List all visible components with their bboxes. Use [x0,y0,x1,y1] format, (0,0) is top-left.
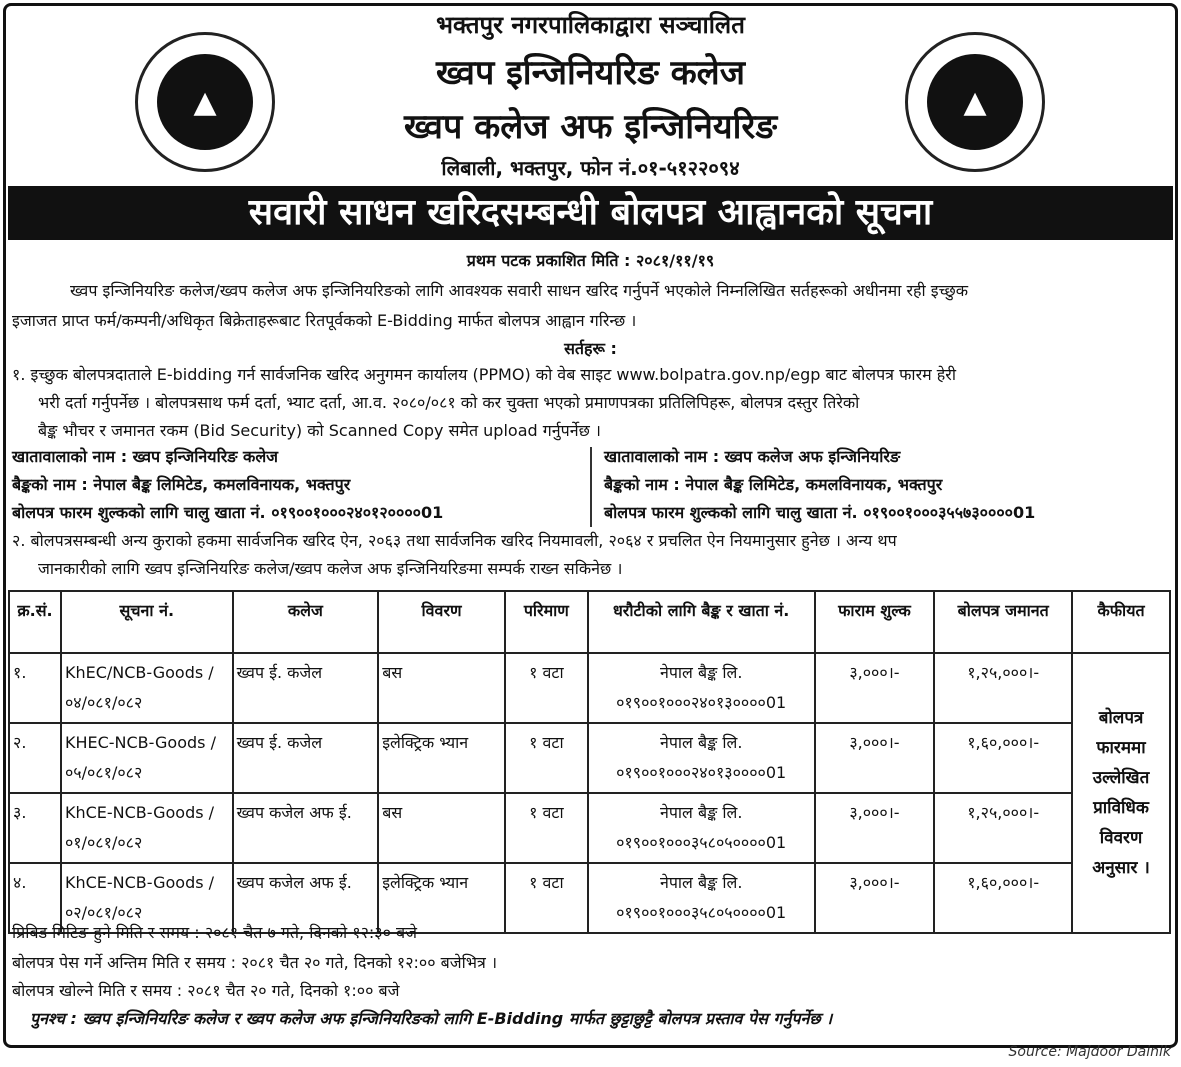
cell-notice-no: KHEC-NCB-Goods /०५/०८१/०८२ [61,723,233,793]
cell-description: इलेक्ट्रिक भ्यान [378,863,505,933]
cell-bank-account: नेपाल बैङ्क लि. ०१९००१०००२४०१३००००01 [588,723,815,793]
col-college: कलेज [233,591,379,653]
header-address: लिबाली, भक्तपुर, फोन नं.०१-५१२२०९४ [441,156,740,180]
col-remarks: कैफीयत [1072,591,1170,653]
cell-form-fee: ३,०००।- [815,723,935,793]
cell-college: ख्वप कजेल अफ ई. [233,793,379,863]
cell-bid-security: १,२५,०००।- [934,653,1072,723]
header-college-name: ख्वप इन्जिनियरिङ कलेज [436,53,745,93]
source-credit: Source: Majdoor Dainik [1008,1044,1171,1060]
cell-sn: ३. [9,793,61,863]
header-college-name-2: ख्वप कलेज अफ इन्जिनियरिङ [404,107,777,147]
pagoda-icon: ▲ [927,54,1023,150]
cell-college: ख्वप ई. कजेल [233,723,379,793]
account-number-2: बोलपत्र फारम शुल्कको लागि चालु खाता नं. ०१९००१०००३५५७३००००01 [604,503,1036,522]
cell-notice-no: KhEC/NCB-Goods /०४/०८१/०८२ [61,653,233,723]
cell-bank-account: नेपाल बैङ्क लि. ०१९००१०००२४०१३००००01 [588,653,815,723]
cell-remarks: बोलपत्र फारममा उल्लेखित प्राविधिक विवरण अनुसार । [1072,653,1170,933]
account-holder-2: खातावालाको नाम : ख्वप कलेज अफ इन्जिनियरिङ [604,447,901,466]
account-number-1: बोलपत्र फारम शुल्कको लागि चालु खाता नं. ०१९००१०००२४०१२००००01 [12,503,444,522]
cell-sn: २. [9,723,61,793]
tender-table [8,590,1171,934]
table-row [9,793,1170,863]
pagoda-icon: ▲ [157,54,253,150]
condition-1: १. इच्छुक बोलपत्रदाताले E-bidding गर्न सार्वजनिक खरिद अनुगमन कार्यालय (PPMO) को वेब साइट www.bolpatra.gov.np/egp बाट बोलपत्र फारम हेरी [12,365,956,384]
cell-form-fee: ३,०००।- [815,793,935,863]
col-sn: क्र.सं. [9,591,61,653]
cell-sn: ४. [9,863,61,933]
cell-quantity: १ वटा [505,863,588,933]
condition-1: भरी दर्ता गर्नुपर्नेछ । बोलपत्रसाथ फर्म दर्ता, भ्याट दर्ता, आ.व. २०८०/०८१ को कर चुक्ता भएको प्रमाणपत्रका प्रतिलिपिहरू, बोलपत्र दस्तुर तिरेको [38,393,860,412]
col-notice-no: सूचना नं. [61,591,233,653]
intro-line: इजाजत प्राप्त फर्म/कम्पनी/अधिकृत बिक्रेताहरूबाट रितपूर्वकको E-Bidding मार्फत बोलपत्र आह्वान गरिन्छ । [12,311,637,330]
cell-college: ख्वप कजेल अफ ई. [233,863,379,933]
col-bank-account: धरौटीको लागि बैङ्क र खाता नं. [588,591,815,653]
col-bid-security: बोलपत्र जमानत [934,591,1072,653]
cell-form-fee: ३,०००।- [815,653,935,723]
cell-bid-security: १,२५,०००।- [934,793,1072,863]
cell-notice-no: KhCE-NCB-Goods /०१/०८१/०८२ [61,793,233,863]
col-description: विवरण [378,591,505,653]
cell-quantity: १ वटा [505,723,588,793]
prebid-meeting: प्रिबिड मिटिङ हुने मिति र समय : २०८१ चैत ७ गते, दिनको १२:३० बजे [12,923,417,942]
cell-sn: १. [9,653,61,723]
cell-notice-no: KhCE-NCB-Goods /०२/०८१/०८२ [61,863,233,933]
cell-bid-security: १,६०,०००।- [934,863,1072,933]
notice-title: सवारी साधन खरिदसम्बन्धी बोलपत्र आह्वानको सूचना [8,186,1173,240]
header-line1: भक्तपुर नगरपालिकाद्वारा सञ्चालित [436,11,745,39]
postscript: पुनश्च : ख्वप इन्जिनियरिङ कलेज र ख्वप कलेज अफ इन्जिनियरिङको लागि E-Bidding मार्फत छुट्टाछुट्टै बोलपत्र प्रस्ताव पेस गर्नुपर्नेछ । [30,1009,833,1028]
cell-quantity: १ वटा [505,793,588,863]
cell-form-fee: ३,०००।- [815,863,935,933]
table-row [9,653,1170,723]
cell-description: बस [378,793,505,863]
cell-quantity: १ वटा [505,653,588,723]
cell-description: इलेक्ट्रिक भ्यान [378,723,505,793]
publish-date: प्रथम पटक प्रकाशित मिति : २०८१/११/१९ [466,251,715,270]
condition-1: बैङ्क भौचर र जमानत रकम (Bid Security) को Scanned Copy समेत upload गर्नुपर्नेछ । [38,421,601,440]
bank-name-2: बैङ्कको नाम : नेपाल बैङ्क लिमिटेड, कमलविनायक, भक्तपुर [604,475,943,494]
opening-date: बोलपत्र खोल्ने मिति र समय : २०८१ चैत २० गते, दिनको १:०० बजे [12,981,400,1000]
table-header-row [9,591,1170,653]
conditions-title: सर्तहरू : [564,339,617,358]
bank-name-1: बैङ्कको नाम : नेपाल बैङ्क लिमिटेड, कमलविनायक, भक्तपुर [12,475,351,494]
cell-bid-security: १,६०,०००।- [934,723,1072,793]
table-row [9,723,1170,793]
submission-deadline: बोलपत्र पेस गर्ने अन्तिम मिति र समय : २०८१ चैत २० गते, दिनको १२:०० बजेभित्र । [12,953,498,972]
cell-description: बस [378,653,505,723]
intro-line: ख्वप इन्जिनियरिङ कलेज/ख्वप कलेज अफ इन्जिनियरिङको लागि आवश्यक सवारी साधन खरिद गर्नुपर्ने भएकोले निम्नलिखित सर्तहरूको अधीनमा रही इच्छुक [70,281,968,300]
account-holder-1: खातावालाको नाम : ख्वप इन्जिनियरिङ कलेज [12,447,279,466]
col-quantity: परिमाण [505,591,588,653]
col-form-fee: फाराम शुल्क [815,591,935,653]
cell-bank-account: नेपाल बैङ्क लि. ०१९००१०००३५८०५००००01 [588,793,815,863]
condition-2: जानकारीको लागि ख्वप इन्जिनियरिङ कलेज/ख्वप कलेज अफ इन्जिनियरिङमा सम्पर्क राख्न सकिनेछ । [38,559,623,578]
divider [590,447,592,527]
condition-2: २. बोलपत्रसम्बन्धी अन्य कुराको हकमा सार्वजनिक खरिद ऐन, २०६३ तथा सार्वजनिक खरिद नियमावली, २०६४ र प्रचलित ऐन नियमानुसार हुनेछ । अन्य थप [12,531,897,550]
cell-bank-account: नेपाल बैङ्क लि. ०१९००१०००३५८०५००००01 [588,863,815,933]
cell-college: ख्वप ई. कजेल [233,653,379,723]
